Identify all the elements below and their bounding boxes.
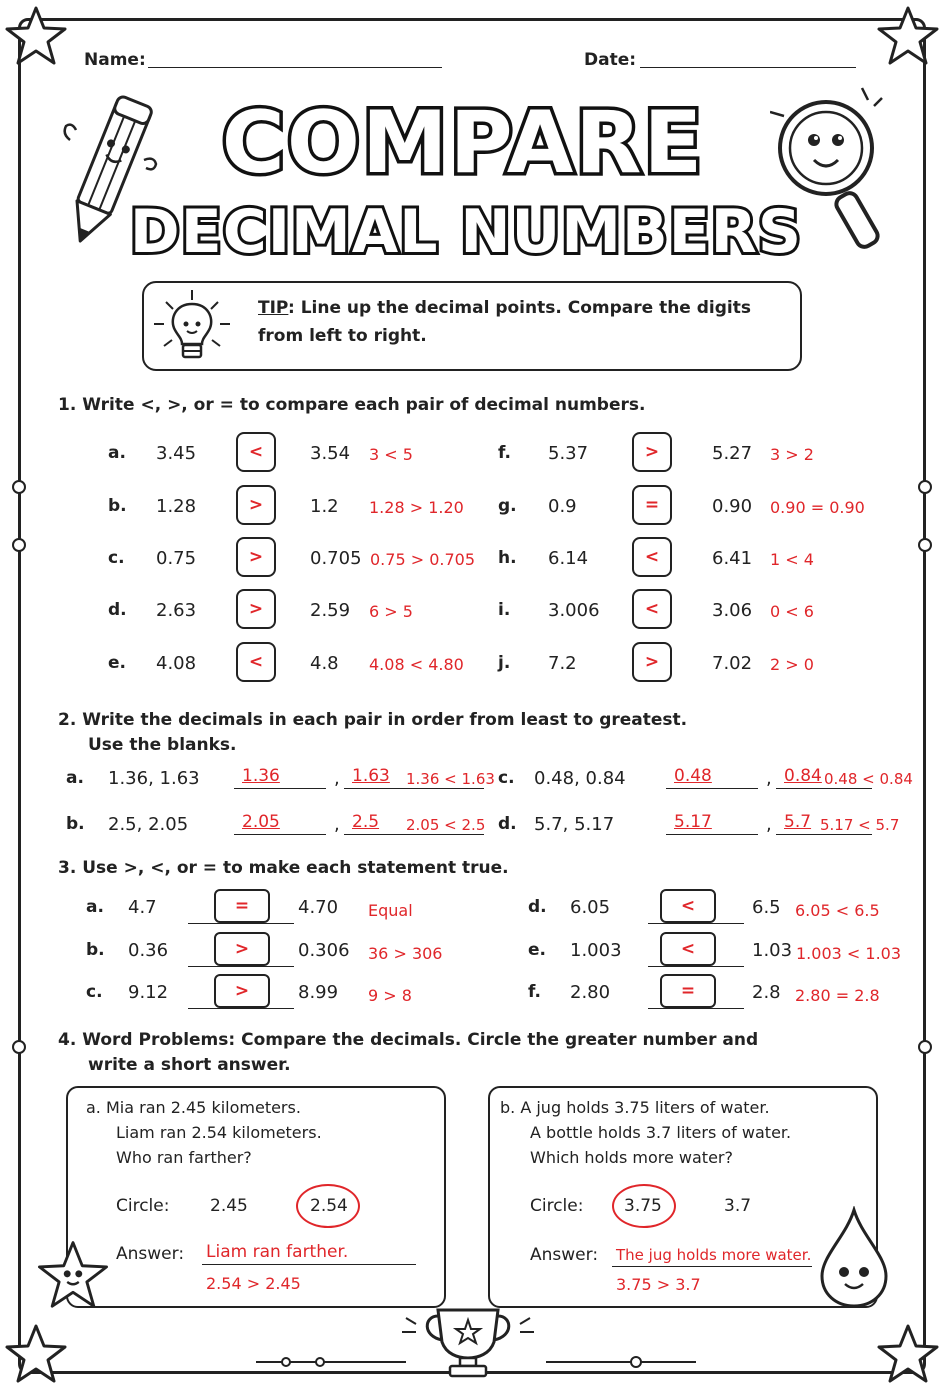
wp-b-line1: b. A jug holds 3.75 liters of water. xyxy=(500,1098,770,1117)
decimal-a: 2.63 xyxy=(156,600,197,621)
item-letter: a. xyxy=(86,897,104,917)
tip-label: TIP xyxy=(258,298,289,318)
item-letter: g. xyxy=(498,496,517,516)
item-letter: c. xyxy=(498,768,515,788)
blank-answer: 0.48 xyxy=(674,766,712,786)
decimal-a: 9.12 xyxy=(128,982,169,1003)
decimal-b: 8.99 xyxy=(298,982,339,1003)
work-note: 6.05 < 6.5 xyxy=(795,901,880,920)
wp-b-option2[interactable]: 3.7 xyxy=(724,1196,752,1216)
border-dot xyxy=(918,480,932,494)
work-note: 0.75 > 0.705 xyxy=(370,550,476,569)
item-letter: a. xyxy=(108,443,126,463)
work-note: 2 > 0 xyxy=(770,655,814,674)
title-line2: DECIMAL NUMBERS xyxy=(129,197,803,267)
work-note: 0.90 = 0.90 xyxy=(770,498,865,517)
decimal-a: 0.9 xyxy=(548,496,577,517)
wp-b-circle-label: Circle: xyxy=(530,1196,584,1216)
decimal-a: 6.14 xyxy=(548,548,589,569)
footer-ornament xyxy=(256,1352,696,1372)
title-line1: COMPARE xyxy=(221,93,705,193)
answer-box[interactable]: < xyxy=(632,589,672,629)
blank-answer: 1.36 xyxy=(242,766,280,786)
item-letter: b. xyxy=(86,940,105,960)
blank-line xyxy=(648,966,744,967)
decimal-a: 0.36 xyxy=(128,940,169,961)
wp-a-line1: a. Mia ran 2.45 kilometers. xyxy=(86,1098,301,1117)
item-letter: d. xyxy=(528,897,547,917)
work-note: 1 < 4 xyxy=(770,550,814,569)
blank-answer: 2.05 xyxy=(242,812,280,832)
wp-a-line3: Who ran farther? xyxy=(116,1148,252,1167)
item-letter: d. xyxy=(498,814,517,834)
blank-line[interactable] xyxy=(234,834,326,835)
decimal-a: 4.7 xyxy=(128,897,157,918)
blank-line[interactable] xyxy=(666,788,758,789)
blank-line[interactable] xyxy=(776,834,872,835)
section2-heading-line2: Use the blanks. xyxy=(88,735,237,755)
comma: , xyxy=(334,814,340,835)
answer-box[interactable]: > xyxy=(214,974,270,1008)
wp-a-line2: Liam ran 2.54 kilometers. xyxy=(116,1123,322,1142)
wp-a-answer-line[interactable] xyxy=(202,1264,416,1265)
answer-box[interactable]: = xyxy=(632,485,672,525)
blank-line[interactable] xyxy=(344,788,484,789)
star-icon xyxy=(876,4,940,68)
decimal-pair: 0.48, 0.84 xyxy=(534,768,626,789)
work-note: 9 > 8 xyxy=(368,986,412,1005)
water-drop-icon xyxy=(816,1206,892,1310)
decimal-a: 4.08 xyxy=(156,653,197,674)
lightbulb-icon xyxy=(152,288,232,366)
blank-line xyxy=(188,1008,294,1009)
border-dot xyxy=(918,1040,932,1054)
section4-heading-line2: write a short answer. xyxy=(88,1055,291,1075)
item-letter: i. xyxy=(498,600,511,620)
item-letter: f. xyxy=(528,982,541,1002)
decimal-b: 1.03 xyxy=(752,940,793,961)
tip-text-line1: : Line up the decimal points. Compare the digits xyxy=(288,298,751,318)
blank-answer: 1.63 xyxy=(352,766,390,786)
decimal-b: 4.8 xyxy=(310,653,339,674)
answer-box[interactable]: > xyxy=(236,485,276,525)
date-field[interactable] xyxy=(640,67,856,68)
decimal-b: 4.70 xyxy=(298,897,339,918)
work-note: 4.08 < 4.80 xyxy=(369,655,464,674)
border-dot xyxy=(12,538,26,552)
blank-answer: 5.7 xyxy=(784,812,812,832)
decimal-b: 0.306 xyxy=(298,940,350,961)
section4-heading-line1: 4. Word Problems: Compare the decimals. Circle the greater number and xyxy=(58,1030,759,1050)
blank-line[interactable] xyxy=(776,788,872,789)
wp-a-option2[interactable]: 2.54 xyxy=(310,1196,348,1216)
wp-a-work: 2.54 > 2.45 xyxy=(206,1274,301,1293)
work-note: 36 > 306 xyxy=(368,944,443,963)
decimal-b: 6.41 xyxy=(712,548,753,569)
decimal-b: 6.5 xyxy=(752,897,781,918)
wp-a-answer: Liam ran farther. xyxy=(206,1242,349,1262)
tip-box xyxy=(142,281,802,371)
blank-answer: 2.5 xyxy=(352,812,380,832)
pencil-icon xyxy=(52,88,162,256)
blank-line xyxy=(188,966,294,967)
answer-box[interactable]: > xyxy=(236,537,276,577)
answer-box[interactable]: > xyxy=(214,932,270,966)
work-note: 3 > 2 xyxy=(770,445,814,464)
blank-line[interactable] xyxy=(344,834,484,835)
decimal-a: 3.45 xyxy=(156,443,197,464)
work-note: 2.05 < 2.5 xyxy=(406,816,486,834)
work-note: 3 < 5 xyxy=(369,445,413,464)
decimal-b: 3.54 xyxy=(310,443,351,464)
section3-heading: 3. Use >, <, or = to make each statement true. xyxy=(58,858,509,878)
blank-line xyxy=(648,923,744,924)
answer-box[interactable]: > xyxy=(632,642,672,682)
work-note: 1.28 > 1.20 xyxy=(369,498,464,517)
item-letter: c. xyxy=(86,982,103,1002)
wp-a-option1[interactable]: 2.45 xyxy=(210,1196,248,1216)
blank-line xyxy=(648,1008,744,1009)
work-note: 1.003 < 1.03 xyxy=(796,944,902,963)
decimal-a: 3.006 xyxy=(548,600,600,621)
comma: , xyxy=(334,768,340,789)
blank-answer: 5.17 xyxy=(674,812,712,832)
item-letter: f. xyxy=(498,443,511,463)
wp-b-option1[interactable]: 3.75 xyxy=(624,1196,662,1216)
star-icon xyxy=(36,1238,110,1312)
decimal-b: 2.59 xyxy=(310,600,351,621)
decimal-b: 1.2 xyxy=(310,496,339,517)
wp-a-answer-label: Answer: xyxy=(116,1244,185,1264)
work-note: 5.17 < 5.7 xyxy=(820,816,900,834)
comma: , xyxy=(766,768,772,789)
decimal-a: 2.80 xyxy=(570,982,611,1003)
comma: , xyxy=(766,814,772,835)
star-icon xyxy=(4,4,68,68)
item-letter: c. xyxy=(108,548,125,568)
wp-a-circle-label: Circle: xyxy=(116,1196,170,1216)
blank-answer: 0.84 xyxy=(784,766,822,786)
section1-heading: 1. Write <, >, or = to compare each pair of decimal numbers. xyxy=(58,395,646,415)
wp-b-answer: The jug holds more water. xyxy=(616,1246,812,1264)
decimal-pair: 1.36, 1.63 xyxy=(108,768,200,789)
item-letter: d. xyxy=(108,600,127,620)
name-field[interactable] xyxy=(148,67,442,68)
wp-b-work: 3.75 > 3.7 xyxy=(616,1275,701,1294)
answer-box[interactable]: > xyxy=(632,432,672,472)
answer-box[interactable]: = xyxy=(660,974,716,1008)
decimal-b: 0.90 xyxy=(712,496,753,517)
blank-line[interactable] xyxy=(234,788,326,789)
answer-box[interactable]: < xyxy=(236,432,276,472)
date-label: Date: xyxy=(584,50,637,70)
item-letter: e. xyxy=(528,940,546,960)
work-note: 1.36 < 1.63 xyxy=(406,770,495,788)
tip-text-line2: from left to right. xyxy=(258,326,427,346)
magnifier-icon xyxy=(770,82,900,262)
star-icon xyxy=(876,1322,940,1386)
wp-b-line2: A bottle holds 3.7 liters of water. xyxy=(530,1123,792,1142)
decimal-a: 1.28 xyxy=(156,496,197,517)
item-letter: b. xyxy=(66,814,85,834)
work-note: 0 < 6 xyxy=(770,602,814,621)
decimal-b: 3.06 xyxy=(712,600,753,621)
decimal-b: 0.705 xyxy=(310,548,362,569)
answer-box[interactable]: < xyxy=(660,889,716,923)
wp-b-answer-line[interactable] xyxy=(612,1266,812,1267)
decimal-b: 5.27 xyxy=(712,443,753,464)
decimal-a: 0.75 xyxy=(156,548,197,569)
border-dot xyxy=(918,538,932,552)
answer-box[interactable]: < xyxy=(660,932,716,966)
blank-line[interactable] xyxy=(666,834,758,835)
decimal-pair: 5.7, 5.17 xyxy=(534,814,615,835)
name-label: Name: xyxy=(84,50,146,70)
work-note: 0.48 < 0.84 xyxy=(824,770,913,788)
decimal-a: 5.37 xyxy=(548,443,589,464)
item-letter: a. xyxy=(66,768,84,788)
decimal-b: 7.02 xyxy=(712,653,753,674)
item-letter: j. xyxy=(498,653,511,673)
work-note: 6 > 5 xyxy=(369,602,413,621)
section2-heading-line1: 2. Write the decimals in each pair in order from least to greatest. xyxy=(58,710,688,730)
decimal-pair: 2.5, 2.05 xyxy=(108,814,189,835)
work-note: 2.80 = 2.8 xyxy=(795,986,880,1005)
item-letter: b. xyxy=(108,496,127,516)
wp-b-line3: Which holds more water? xyxy=(530,1148,733,1167)
decimal-b: 2.8 xyxy=(752,982,781,1003)
item-letter: e. xyxy=(108,653,126,673)
border-dot xyxy=(12,480,26,494)
item-letter: h. xyxy=(498,548,517,568)
answer-box[interactable]: < xyxy=(236,642,276,682)
decimal-a: 1.003 xyxy=(570,940,622,961)
answer-box[interactable]: < xyxy=(632,537,672,577)
wp-b-answer-label: Answer: xyxy=(530,1245,599,1265)
decimal-a: 6.05 xyxy=(570,897,611,918)
star-icon xyxy=(4,1322,68,1386)
answer-box[interactable]: = xyxy=(214,889,270,923)
border-dot xyxy=(12,1040,26,1054)
blank-line xyxy=(188,923,294,924)
work-note: Equal xyxy=(368,901,413,920)
answer-box[interactable]: > xyxy=(236,589,276,629)
decimal-a: 7.2 xyxy=(548,653,577,674)
